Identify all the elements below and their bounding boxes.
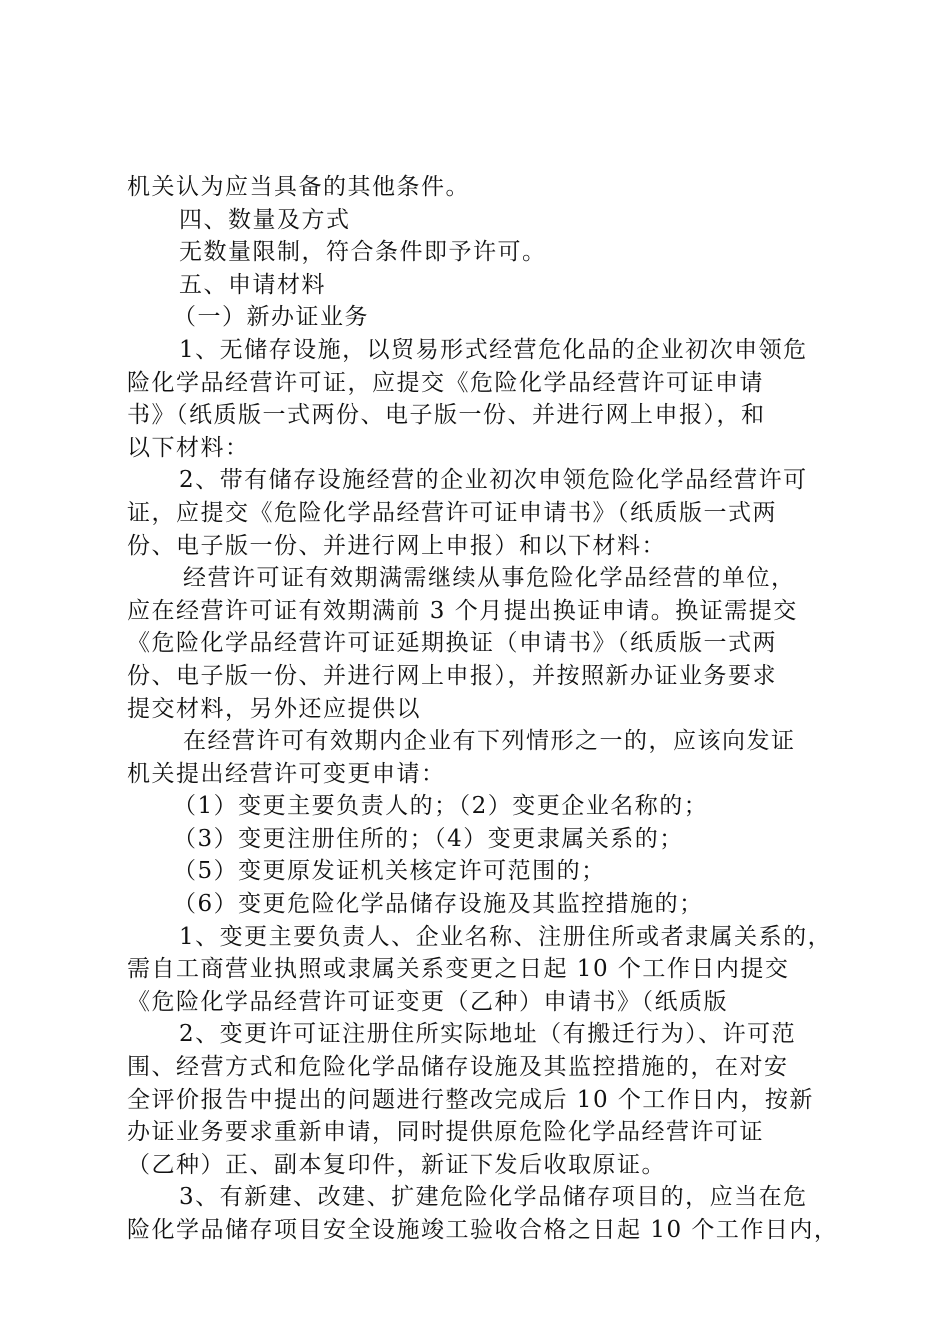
paragraph-line: 险化学品经营许可证，应提交《危险化学品经营许可证申请 <box>127 369 764 396</box>
paragraph-line: 书》（纸质版一式两份、电子版一份、并进行网上申报），和 <box>127 402 766 429</box>
document-body <box>127 171 839 1247</box>
paragraph-line: 3、有新建、改建、扩建危险化学品储存项目的，应当在危 <box>179 1184 808 1211</box>
paragraph-line: 办证业务要求重新申请，同时提供原危险化学品经营许可证 <box>127 1119 764 1146</box>
paragraph-line: （乙种）正、副本复印件，新证下发后收取原证。 <box>127 1151 666 1178</box>
paragraph-line: 应在经营许可证有效期满前 3 个月提出换证申请。换证需提交 <box>127 597 798 624</box>
paragraph-line: 《危险化学品经营许可证变更（乙种）申请书》（纸质版 <box>127 988 728 1015</box>
paragraph-line: 1、变更主要负责人、企业名称、注册住所或者隶属关系的， <box>179 923 833 950</box>
list-item: （5）变更原发证机关核定许可范围的； <box>173 858 606 885</box>
section-heading: 五、申请材料 <box>179 271 326 298</box>
paragraph-line: 以下材料： <box>127 434 250 461</box>
section-heading: 四、数量及方式 <box>179 206 351 233</box>
paragraph-line: 无数量限制，符合条件即予许可。 <box>179 239 547 266</box>
paragraph-line: 机关提出经营许可变更申请： <box>127 760 446 787</box>
paragraph-line: 2、带有储存设施经营的企业初次申领危险化学品经营许可 <box>179 467 808 494</box>
paragraph-line: 提交材料，另外还应提供以 <box>127 695 421 722</box>
paragraph-line: 围、经营方式和危险化学品储存设施及其监控措施的，在对安 <box>127 1054 789 1081</box>
list-item: （3）变更注册住所的；（4）变更隶属关系的； <box>173 825 684 852</box>
paragraph-line: 份、电子版一份、并进行网上申报）和以下材料： <box>127 532 666 559</box>
paragraph-line: 经营许可证有效期满需继续从事危险化学品经营的单位， <box>183 565 796 592</box>
paragraph-line: 2、变更许可证注册住所实际地址（有搬迁行为）、许可范 <box>179 1021 797 1048</box>
list-item: （1）变更主要负责人的；（2）变更企业名称的； <box>173 793 709 820</box>
paragraph-line: 险化学品储存项目安全设施竣工验收合格之日起 10 个工作日内， <box>127 1217 839 1243</box>
paragraph-line: 《危险化学品经营许可证延期换证（申请书》（纸质版一式两 <box>127 630 777 657</box>
list-item: （6）变更危险化学品储存设施及其监控措施的； <box>173 891 704 918</box>
paragraph-line: 在经营许可有效期内企业有下列情形之一的，应该向发证 <box>183 728 796 755</box>
paragraph-line: 机关认为应当具备的其他条件。 <box>127 174 470 200</box>
subsection-heading: （一）新办证业务 <box>173 304 369 331</box>
paragraph-line: 全评价报告中提出的问题进行整改完成后 10 个工作日内，按新 <box>127 1086 814 1113</box>
paragraph-line: 需自工商营业执照或隶属关系变更之日起 10 个工作日内提交 <box>127 956 790 983</box>
paragraph-line: 1、无储存设施，以贸易形式经营危化品的企业初次申领危 <box>179 336 808 363</box>
paragraph-line: 证，应提交《危险化学品经营许可证申请书》（纸质版一式两 <box>127 499 777 526</box>
paragraph-line: 份、电子版一份、并进行网上申报），并按照新办证业务要求 <box>127 662 777 689</box>
